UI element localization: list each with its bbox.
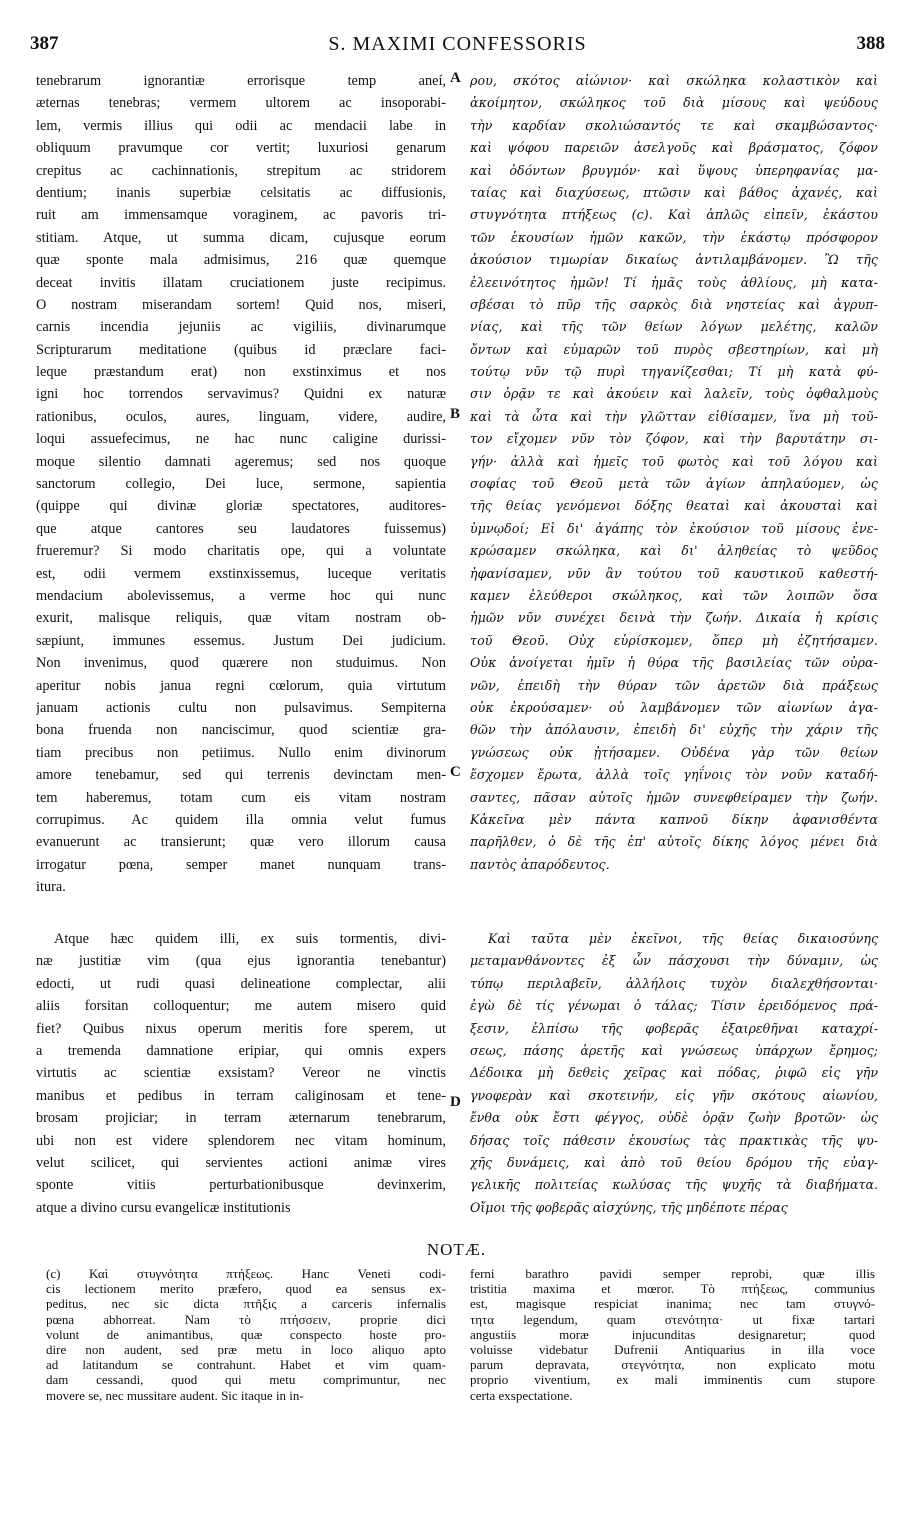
text-line: νίας, καὶ τῆς τῶν θείων λόγων μελέτης, καλῶν	[470, 319, 878, 335]
text-line: δήσας τοῖς πάθεσιν ἑκουσίως τὰς πρακτικὰς τῆς ψυ-	[470, 1132, 878, 1148]
greek-column-continued	[470, 928, 878, 1219]
text-line: σοφίας τοῦ Θεοῦ μετὰ τῶν ἁγίων ἀπηλαύομεν, ὡς	[470, 476, 878, 492]
text-line: τητα legendum, quam στενότητα· ut fixæ tartari	[470, 1311, 875, 1327]
text-line: brosam projiciar; in terram æternarum tenebrarum,	[36, 1110, 446, 1127]
text-line: χῆς δυνάμεις, καὶ ἀπὸ τοῦ θείου δρόμου τῆς εὐαγ-	[470, 1154, 878, 1170]
text-line: Δέδοικα μὴ δεθεὶς χεῖρας καὶ πόδας, ῥιφῶ εἰς γῆν	[470, 1065, 878, 1081]
text-line: ὑμνῳδοί; Εἰ δι' ἀγάπης τὸν ἑκούσιον τοῦ μίσους ἐνε-	[470, 520, 878, 536]
text-line: Οἴμοι τῆς φοβερᾶς αἰσχύνης, τῆς μηδέποτε πέρας	[470, 1199, 788, 1215]
text-line: τούτῳ νῦν τῷ πυρὶ τηγανίζεσθαι; Τί μὴ κατὰ φύ-	[470, 364, 878, 380]
text-line: est, odii vermem exstinxissemus, luceque veritatis	[36, 565, 446, 582]
text-line: Καὶ ταῦτα μὲν ἐκεῖνοι, τῆς θείας δικαιοσύνης	[488, 931, 878, 946]
text-line: moque silentio damnati ageremus; sed nos quoque	[36, 453, 446, 470]
text-line: lem, vermis illius qui odii ac mendacii labe in	[36, 117, 446, 134]
text-line: κρώσαμεν σκώληκα, καὶ δι' ἀληθείας τὸ ψεῦδος	[470, 543, 878, 559]
text-line: ξεσιν, ἐλπίσω τῆς φοβερᾶς ἐξαιρεθῆναι καταχρί-	[470, 1020, 878, 1036]
text-line: pœna abhorreat. Nam τὸ πτήσσειν, proprie dici	[46, 1311, 446, 1327]
text-line: σαντες, πᾶσαν αὐτοῖς ἡμῶν συνεφθείραμεν τὴν ζωήν.	[470, 789, 878, 805]
text-line: (quippe qui divinæ gloriæ spectatores, auditores-	[36, 498, 446, 515]
text-line: certa exspectatione.	[470, 1387, 573, 1403]
text-line: ad latitandum se contrahunt. Habet et vim quam-	[46, 1357, 446, 1373]
text-line: angustiis moræ injucunditas designaretur; quod	[470, 1326, 875, 1342]
text-line: Οὐκ ἀνοίγεται ἡμῖν ἡ θύρα τῆς βασιλείας τῶν οὐρα-	[470, 655, 878, 671]
text-line: dentium; inanis superbiæ celsitatis ac diffusionis,	[36, 184, 446, 201]
text-line: sanctorum collegio, Dei luce, sermone, sapientia	[36, 476, 446, 493]
text-line: manibus et pedibus in terram caliginosam et tene-	[36, 1087, 446, 1104]
text-line: καὶ ψόφου παρειῶν ἀσελγοῦς καὶ βράσματος, ζόφον	[470, 140, 878, 156]
page-number-right: 388	[856, 33, 885, 54]
notes-column-left	[46, 1266, 446, 1403]
text-line: atque a divino cursu evangelicæ institutionis	[36, 1199, 291, 1216]
text-line: παντὸς ἀπαρόδευτος.	[470, 856, 610, 872]
text-line: dam cessandi, quod qui metu comprimuntur, nec	[46, 1372, 446, 1388]
text-line: volunt de animantibus, quæ conspecto hoste pro-	[46, 1326, 446, 1342]
text-line: irrogatur pœna, semper manet nunquam trans-	[36, 856, 446, 873]
text-line: ἔσχομεν ἔρωτα, ἀλλὰ τοῖς γηΐνοις τὸν νοῦν καταδή-	[470, 767, 878, 783]
text-line: næ justitiæ vim (qua ejus ignorantia tenebantur)	[36, 953, 446, 970]
text-line: ruit am immensamque voraginem, ac pavoris tri-	[36, 207, 446, 224]
text-line: γήν· ἀλλὰ καὶ ἡμεῖς τοῦ φωτὸς καὶ τοῦ λόγου καὶ	[470, 453, 878, 469]
margin-letter-a: A	[450, 70, 461, 86]
text-line: est, magisque respiciat inanima; nec tam στυγνό-	[470, 1296, 875, 1312]
text-line: μεταμανθάνοντες ἐξ ὧν πάσχουσι τὴν δύναμιν, ὡς	[470, 953, 878, 969]
text-line: ὄντων καὶ εὐμαρῶν τοῦ πυρὸς σβεστηρίων, καὶ μὴ	[470, 341, 878, 357]
text-line: οὐκ ἐκρούσαμεν· οὐ λαμβάνομεν τῶν αἰωνίων ἀγα-	[470, 699, 878, 715]
text-line: itura.	[36, 879, 66, 896]
text-line: aliis forsitan colloquentur; me autem misero quid	[36, 998, 446, 1015]
text-line: frueremur? Si modo charitatis ope, qui a voluntate	[36, 543, 446, 560]
text-line: tenebrarum ignorantiæ errorisque temp aneí,	[36, 73, 446, 89]
margin-letter-d: D	[450, 1094, 461, 1110]
text-line: amore tenebamur, sed qui terrenis devinctam men-	[36, 767, 446, 784]
text-line: corrupimus. Ac quidem illa omnia velut fumus	[36, 811, 446, 828]
text-line: fiet? Quibus nixus operum meritis fore sperem, ut	[36, 1020, 446, 1037]
text-line: τὴν καρδίαν σκολιώσαντός τε καὶ σκαμβώσαντος·	[470, 117, 878, 133]
margin-letter-c: C	[450, 764, 461, 780]
text-line: σεως, πάσης ἀρετῆς καὶ γνώσεως ὑπάρχων ἔρημος;	[470, 1042, 878, 1058]
text-line: σβέσαι τὸ πῦρ τῆς σαρκὸς διὰ νηστείας καὶ ἀγρυπ-	[470, 296, 878, 312]
text-line: ταίας καὶ διαχύσεως, πτῶσιν καὶ βάθος ἀχανές, καὶ	[470, 184, 878, 200]
text-line: Κἀκεῖνα μὲν πάντα καπνοῦ δίκην ἀφανισθέντα	[470, 811, 878, 827]
text-line: bona fruenda non nanciscimur, quod scientiæ gra-	[36, 722, 446, 739]
text-line: στυγνότητα πτήξεως (c). Καὶ ἁπλῶς εἰπεῖν, ἑκάστου	[470, 207, 878, 223]
running-header	[30, 33, 885, 59]
text-line: deceat invitis illatam cruciationem juste recipimus.	[36, 274, 446, 291]
text-line: peditus, nec sic dicta πτῆξις a carceris infernalis	[46, 1296, 446, 1312]
text-line: voluisse videbatur Dufrenii Antiquarius in illa voce	[470, 1341, 875, 1357]
text-line: exurit, malisque reliquis, quæ vitam nostram ob-	[36, 610, 446, 627]
text-line: ferni barathro pavidi semper reprobi, quæ illis	[470, 1266, 875, 1281]
text-line: carnis incendia jejuniis ac vigiliis, divinarumque	[36, 319, 446, 336]
text-line: crepitus ac cachinnationis, strepitum ac stridorem	[36, 162, 446, 179]
text-line: Non invenimus, quod quærere non studuimus. Non	[36, 655, 446, 672]
text-line: ἐλεεινότητος ἡμῶν! Τί ἡμᾶς τοὺς ἀθλίους, μὴ κατα-	[470, 274, 878, 290]
text-line: ἀκοίμητον, σκώληκος τοῦ διὰ μίσους καὶ ψεύδους	[470, 95, 878, 111]
text-line: Atque hæc quidem illi, ex suis tormentis, divi-	[54, 931, 446, 947]
text-line: τῶν ἑκουσίων ἡμῶν κακῶν, τὴν ἑκάστῳ πρόσφορον	[470, 229, 878, 245]
text-line: Scripturarum meditatione (quibus id præclare faci-	[36, 341, 446, 358]
text-line: καὶ ὀδόντων βρυγμόν· καὶ ὕψους ὑπερηφανίας μα-	[470, 162, 878, 178]
text-line: γνοφερὰν καὶ σκοτεινήν, εἰς γῆν σκότους αἰωνίου,	[470, 1087, 878, 1103]
text-line: ἡμῶν νῦν συνέχει δεινὰ τὴν ζωήν. Δικαία ἡ κρίσις	[470, 610, 878, 626]
text-line: cis lectionem merito præfero, quod ea sensus ex-	[46, 1281, 446, 1297]
text-line: que atque cantores seu laudatores fuissemus)	[36, 520, 446, 537]
text-line: τον εἴχομεν νῦν τὸν ζόφον, καὶ τὴν βαρυτάτην σι-	[470, 431, 878, 447]
text-line: aperitur nobis janua regni cœlorum, quia virtutum	[36, 677, 446, 694]
text-line: σιν ὁρᾷν τε καὶ ἀκούειν καὶ λαλεῖν, τοὺς ὀφθαλμοὺς	[470, 386, 878, 402]
text-line: januam actionis cultu non pulsavimus. Sempiterna	[36, 699, 446, 716]
text-line: evanuerunt ac transierunt; quæ vero illorum causa	[36, 834, 446, 851]
text-line: sæpiunt, immunes essemus. Justum Dei judicium.	[36, 632, 446, 649]
text-line: velut scilicet, qui servientes actioni animæ vires	[36, 1154, 446, 1171]
text-line: ἐγὼ δὲ τίς γένωμαι ὁ τάλας; Τίσιν ἐρειδόμενος πρά-	[470, 998, 878, 1014]
text-line: stitiam. Atque, ut summa dicam, cujusque eorum	[36, 229, 446, 246]
text-line: καὶ τὰ ὦτα καὶ τὴν γλῶτταν εἰθίσαμεν, ἵνα μὴ τοῦ-	[470, 408, 878, 424]
margin-letter-b: B	[450, 406, 461, 422]
text-line: παρῆλθεν, ὁ δὲ τῆς ἐπ' αὐτοῖς δίκης λόγος μένει διὰ	[470, 834, 878, 850]
text-line: proprio viventium, ex mali imminentis cum stupore	[470, 1372, 875, 1388]
notes-column-right	[470, 1266, 875, 1403]
text-line: virtutis ac scientiæ exsistam? Vereor ne vinctis	[36, 1065, 446, 1082]
text-line: æternas tenebras; vermem ultorem ac insoporabi-	[36, 95, 446, 112]
text-line: igni hoc torrendos servavimus? Quidni ex naturæ	[36, 386, 446, 403]
text-line: quæ sponte mala admisimus, 216 quæ quemque	[36, 252, 446, 269]
text-line: tristitia maxima et mœror. Τὸ πτήξεως, communius	[470, 1281, 875, 1297]
text-line: obliquum pravumque cor vertit; luxuriosi genarum	[36, 140, 446, 157]
running-title: S. MAXIMI CONFESSORIS	[328, 33, 587, 55]
text-line: καμεν ἐλεύθεροι σκώληκος, καὶ τῶν λοιπῶν ὅσα	[470, 587, 878, 603]
text-line: sponte vitiis perturbationibusque devinxerim,	[36, 1177, 446, 1194]
text-line: ἠφανίσαμεν, νῦν ἂν τούτου τοῦ καυστικοῦ καθεστή-	[470, 565, 878, 581]
text-line: leque præstandum erat) non exstinximus et nos	[36, 364, 446, 381]
text-line: edocti, ut rudi quasi delineatione complectar, alii	[36, 975, 446, 992]
text-line: (c) Καὶ στυγνότητα πτήξεως. Hanc Veneti codi-	[46, 1266, 446, 1281]
text-line: τοῦ Θεοῦ. Οὐχ εὑρίσκομεν, ὅπερ μὴ ἐζητήσαμεν.	[470, 632, 878, 648]
text-line: ἔνθα οὐκ ἔστι φέγγος, οὐδὲ ὁρᾷν ζωὴν βροτῶν· ὡς	[470, 1110, 878, 1126]
text-line: ἀκούσιον τιμωρίαν δικαίως ἀντιλαμβάνομεν. Ὢ τῆς	[470, 252, 878, 268]
text-line: movere se, nec mussitare audent. Sic itaque in in-	[46, 1387, 304, 1403]
text-line: O nostram miserandam sortem! Quid nos, miseri,	[36, 296, 446, 313]
text-line: θῶν τὴν ἀπόλαυσιν, ἐπειδὴ δι' εὐχῆς τὴν χάριν τῆς	[470, 722, 878, 738]
text-line: ubi non est videre splendorem nec vitam hominum,	[36, 1132, 446, 1149]
page-number-left: 387	[30, 33, 59, 54]
latin-column-continued	[36, 928, 446, 1219]
text-line: mendacium abolevissemus, a verme hoc qui nunc	[36, 587, 446, 604]
text-line: τῆς θείας γενόμενοι δόξης θεαταὶ καὶ ἀκουσταὶ καὶ	[470, 498, 878, 514]
notes-title: NOTÆ.	[426, 1240, 487, 1259]
latin-column	[36, 70, 446, 898]
text-line: ρου, σκότος αἰώνιον· καὶ σκώληκα κολαστικὸν καὶ	[470, 73, 878, 88]
greek-column	[470, 70, 878, 876]
text-line: tem haberemus, totam cum eis vitam nostram	[36, 789, 446, 806]
text-line: loqui assuefecimus, ne hac nunc caligine durissi-	[36, 431, 446, 448]
text-line: rationibus, oculos, aures, linguam, videre, audire,	[36, 408, 446, 425]
text-line: γελικῆς πολιτείας κωλύσας τῆς ψυχῆς τὰ διαβήματα.	[470, 1177, 878, 1193]
text-line: γνώσεως οὐκ ᾐτήσαμεν. Οὐδένα γὰρ τῶν θείων	[470, 744, 878, 760]
text-line: dire non audent, sed præ metu in loco aliquo apto	[46, 1341, 446, 1357]
text-line: τύπῳ περιλαβεῖν, ἀλλήλοις τυχὸν διαλεχθήσονται·	[470, 975, 878, 991]
text-line: parum depravata, στεγνότητα, non explicato motu	[470, 1357, 875, 1373]
text-line: tiam precibus non petiimus. Nullo enim divinorum	[36, 744, 446, 761]
text-line: a tremenda damnatione eripiar, qui omnis expers	[36, 1042, 446, 1059]
text-line: νῶν, ἐπειδὴ τὴν θύραν τῶν ἀρετῶν διὰ πράξεως	[470, 677, 878, 693]
